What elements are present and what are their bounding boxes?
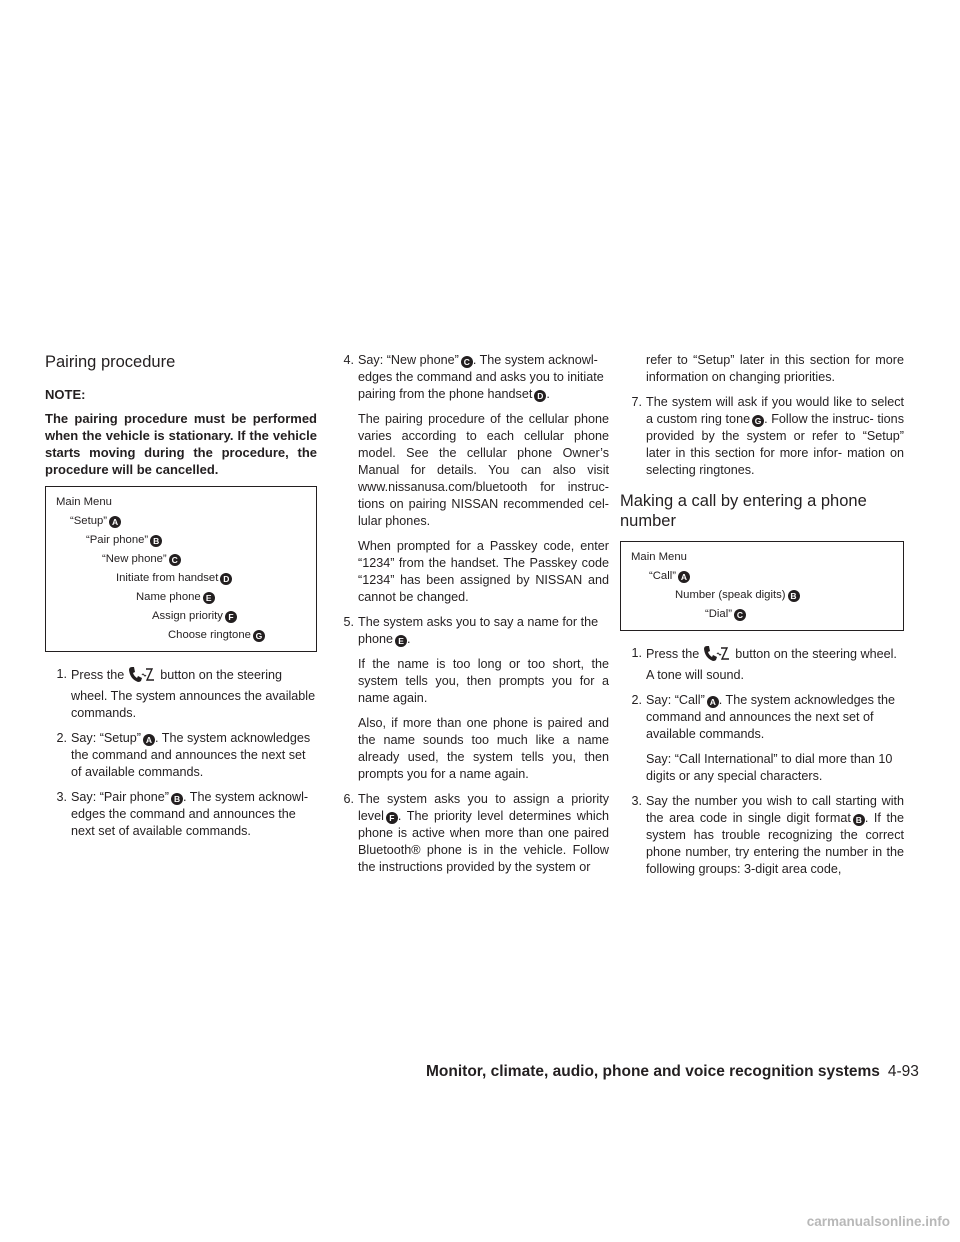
- callout-badge: C: [169, 554, 181, 566]
- page-footer: [426, 1063, 919, 1081]
- menu-line: Initiate from handset D: [56, 569, 308, 588]
- menu-line: Main Menu: [631, 551, 687, 563]
- callout-badge: E: [395, 635, 407, 647]
- pairing-step-6-continued: refer to “Setup” later in this section for more information on changing priorities.: [646, 353, 904, 384]
- pairing-step-6: 6. The system asks you to assign a priority level F . The priority level determines which phone is active when more than one paired Bluetooth® phone is in the vehicle. Follow the instructions provided by the system or: [343, 792, 609, 874]
- footer-section-title: Monitor, climate, audio, phone and voice recognition systems: [426, 1063, 880, 1080]
- callout-badge: G: [752, 415, 764, 427]
- steering-talk-icon: [702, 645, 732, 667]
- pairing-step-5-detail-2: Also, if more than one phone is paired and the name sounds too much like a name already used, the system tells you, then prompts you for a name again.: [358, 716, 609, 781]
- pairing-step-5: 5. The system asks you to say a name for the phone E .: [343, 615, 599, 646]
- callout-badge: F: [225, 611, 237, 623]
- pairing-step-4-passkey: When prompted for a Passkey code, enter “1234” from the handset. The Passkey code “1234” has been assigned by NISSAN and cannot be changed.: [358, 539, 609, 604]
- callout-badge: C: [734, 609, 746, 621]
- callout-badge: B: [788, 590, 800, 602]
- section-heading-calling: Making a call by entering a phone number: [620, 492, 867, 530]
- pairing-step-4: 4. Say: “New phone” C . The system acknowl- edges the command and asks you to initiate pairing from the phone handset D .: [343, 353, 604, 401]
- callout-badge: C: [461, 356, 473, 368]
- callout-badge: A: [707, 696, 719, 708]
- callout-badge: A: [678, 571, 690, 583]
- note-label: NOTE:: [45, 387, 86, 402]
- watermark: carmanualsonline.info: [806, 1214, 950, 1229]
- menu-line: Name phone E: [56, 588, 308, 607]
- callout-badge: B: [150, 535, 162, 547]
- menu-line: “Pair phone” B: [56, 531, 308, 550]
- column-2: [332, 352, 609, 884]
- menu-line: Choose ringtone G: [56, 626, 308, 645]
- steering-talk-icon: [127, 666, 157, 688]
- menu-line: “Dial” C: [631, 605, 895, 624]
- calling-step-2: 2. Say: “Call” A . The system acknowledges the command and announces the next set of available commands.: [631, 693, 895, 741]
- pairing-step-1: 1. Press the button on the steering wheel. The system announces the available commands.: [56, 667, 316, 720]
- pairing-step-3: 3. Say: “Pair phone” B . The system acknowl- edges the command and announces the next set of available commands.: [56, 790, 309, 838]
- pairing-step-2: 2. Say: “Setup” A . The system acknowledges the command and announces the next set of available commands.: [56, 731, 311, 779]
- pairing-step-4-detail: The pairing procedure of the cellular phone varies according to each cellular phone model. See the cellular phone Owner’s Manual for details. You can also visit www.nissanusa.com/bluetooth for instruc- tions on pairing NISSAN recommended cel- lular phones.: [358, 412, 609, 528]
- menu-line: “Call” A: [631, 567, 895, 586]
- callout-badge: E: [203, 592, 215, 604]
- pairing-step-5-detail-1: If the name is too long or too short, the system tells you, then prompts you for a name again.: [358, 657, 609, 705]
- menu-line: Main Menu: [56, 496, 112, 508]
- column-1: [45, 352, 317, 848]
- note-text: The pairing procedure must be performed when the vehicle is stationary. If the vehicle starts moving during the procedure, the procedure will be cancelled.: [45, 411, 317, 477]
- pairing-step-7: 7. The system will ask if you would like to select a custom ring tone G . Follow the instruc- tions provided by the system or refer to “Setup” later in this section for more infor- mation on selecting ringtones.: [631, 395, 904, 477]
- calling-step-1: 1. Press the button on the steering wheel. A tone will sound.: [631, 646, 897, 682]
- callout-badge: D: [534, 390, 546, 402]
- calling-step-3: 3. Say the number you wish to call starting with the area code in single digit format B . If the system has trouble recognizing the correct phone number, try entering the number in the following groups: 3-digit area code,: [631, 794, 904, 876]
- callout-badge: D: [220, 573, 232, 585]
- menu-line: “New phone” C: [56, 550, 308, 569]
- menu-line: Assign priority F: [56, 607, 308, 626]
- calling-step-2-detail: Say: “Call International” to dial more than 10 digits or any special characters.: [646, 752, 893, 783]
- menu-line: “Setup” A: [56, 512, 308, 531]
- callout-badge: B: [853, 814, 865, 826]
- callout-badge: A: [143, 734, 155, 746]
- menu-line: Number (speak digits) B: [631, 586, 895, 605]
- section-heading-pairing: Pairing procedure: [45, 353, 176, 371]
- callout-badge: B: [171, 793, 183, 805]
- callout-badge: F: [386, 812, 398, 824]
- callout-badge: G: [253, 630, 265, 642]
- calling-menu-tree: [620, 541, 904, 631]
- callout-badge: A: [109, 516, 121, 528]
- pairing-menu-tree: [45, 486, 317, 652]
- page-number: 4-93: [887, 1063, 919, 1080]
- column-3: [620, 352, 904, 886]
